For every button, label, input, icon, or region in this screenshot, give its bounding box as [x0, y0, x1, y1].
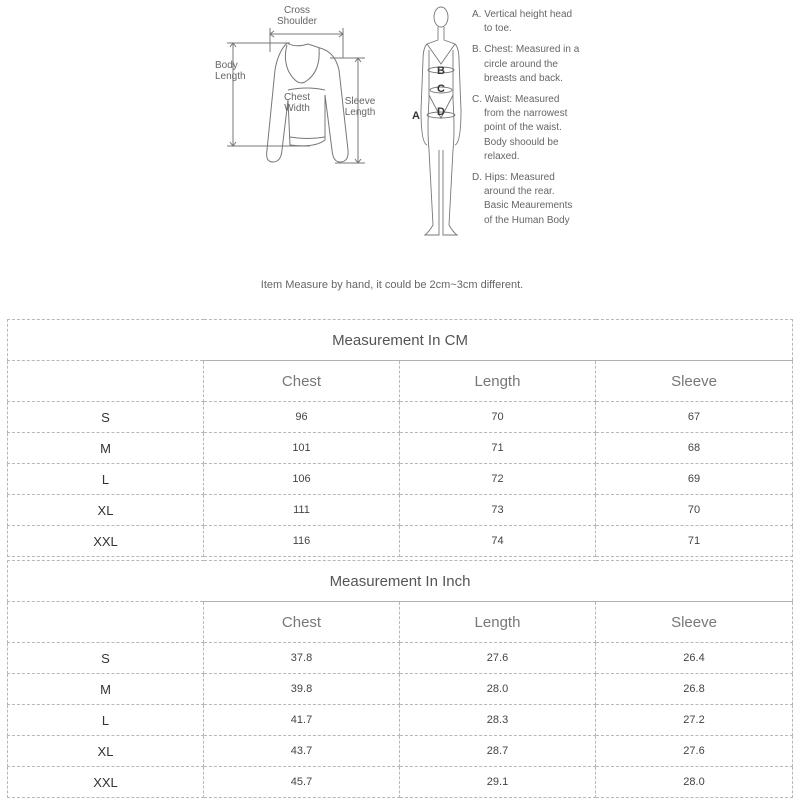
chest-cell: 37.8: [204, 643, 400, 674]
marker-b: B: [437, 65, 445, 77]
size-cell: S: [8, 402, 204, 433]
sleeve-cell: 28.0: [596, 767, 793, 798]
chest-cell: 96: [204, 402, 400, 433]
length-cell: 74: [400, 526, 596, 557]
table-title-row: [8, 561, 793, 602]
table-row: [8, 643, 793, 674]
size-cell: M: [8, 433, 204, 464]
column-header: [8, 602, 204, 643]
table-row: [8, 402, 793, 433]
sleeve-cell: 69: [596, 464, 793, 495]
length-cell: 28.3: [400, 705, 596, 736]
human-body-diagram: [405, 0, 475, 250]
sleeve-cell: 70: [596, 495, 793, 526]
legend-item-d: D. Hips: Measured around the rear. Basic Meaurements of the Human Body: [472, 172, 573, 226]
chest-cell: 41.7: [204, 705, 400, 736]
sleeve-cell: 67: [596, 402, 793, 433]
sleeve-length-label: Sleeve Length: [344, 96, 376, 118]
chest-cell: 111: [204, 495, 400, 526]
length-cell: 28.7: [400, 736, 596, 767]
chest-cell: 101: [204, 433, 400, 464]
chest-cell: 106: [204, 464, 400, 495]
column-header: Chest: [204, 602, 400, 643]
table-row: [8, 767, 793, 798]
size-cell: L: [8, 705, 204, 736]
size-cell: XXL: [8, 526, 204, 557]
size-cell: XL: [8, 736, 204, 767]
length-cell: 71: [400, 433, 596, 464]
size-cell: XL: [8, 495, 204, 526]
sleeve-cell: 27.2: [596, 705, 793, 736]
marker-a: A: [412, 110, 420, 122]
length-cell: 73: [400, 495, 596, 526]
size-cell: XXL: [8, 767, 204, 798]
chest-cell: 45.7: [204, 767, 400, 798]
length-cell: 29.1: [400, 767, 596, 798]
table-title-row: [8, 320, 793, 361]
chest-width-label: Chest Width: [283, 92, 311, 114]
table-row: [8, 433, 793, 464]
chest-cell: 43.7: [204, 736, 400, 767]
size-cell: S: [8, 643, 204, 674]
sleeve-cell: 26.4: [596, 643, 793, 674]
table-title: Measurement In Inch: [8, 561, 793, 602]
column-header: Length: [400, 361, 596, 402]
table-header-row: [8, 602, 793, 643]
size-table-inch: [7, 560, 793, 798]
column-header: [8, 361, 204, 402]
sleeve-cell: 27.6: [596, 736, 793, 767]
garment-measure-diagram: [215, 0, 385, 170]
table-row: [8, 526, 793, 557]
chest-cell: 116: [204, 526, 400, 557]
legend-item-a: A. Vertical height head to toe.: [472, 9, 573, 35]
body-length-label: Body Length: [215, 60, 246, 82]
table-row: [8, 736, 793, 767]
measurement-diagrams: [0, 0, 800, 270]
table-row: [8, 464, 793, 495]
body-measure-legend: [472, 8, 592, 235]
table-row: [8, 495, 793, 526]
size-cell: L: [8, 464, 204, 495]
chest-cell: 39.8: [204, 674, 400, 705]
sleeve-cell: 68: [596, 433, 793, 464]
sleeve-cell: 71: [596, 526, 793, 557]
column-header: Length: [400, 602, 596, 643]
size-cell: M: [8, 674, 204, 705]
length-cell: 28.0: [400, 674, 596, 705]
length-cell: 70: [400, 402, 596, 433]
legend-item-c: C. Waist: Measured from the narrowest point of the waist. Body shoould be relaxed.: [472, 94, 568, 162]
human-figure-icon: [405, 0, 475, 250]
length-cell: 72: [400, 464, 596, 495]
marker-c: C: [437, 83, 445, 95]
table-row: [8, 705, 793, 736]
table-row: [8, 674, 793, 705]
size-table-cm: [7, 319, 793, 557]
sleeve-cell: 26.8: [596, 674, 793, 705]
table-title: Measurement In CM: [8, 320, 793, 361]
length-cell: 27.6: [400, 643, 596, 674]
table-header-row: [8, 361, 793, 402]
column-header: Sleeve: [596, 361, 793, 402]
column-header: Sleeve: [596, 602, 793, 643]
measure-note: Item Measure by hand, it could be 2cm~3cm different.: [260, 279, 524, 291]
marker-d: D: [437, 106, 445, 118]
legend-item-b: B. Chest: Measured in a circle around the breasts and back.: [472, 44, 580, 84]
column-header: Chest: [204, 361, 400, 402]
cross-shoulder-label: Cross Shoulder: [276, 5, 318, 27]
